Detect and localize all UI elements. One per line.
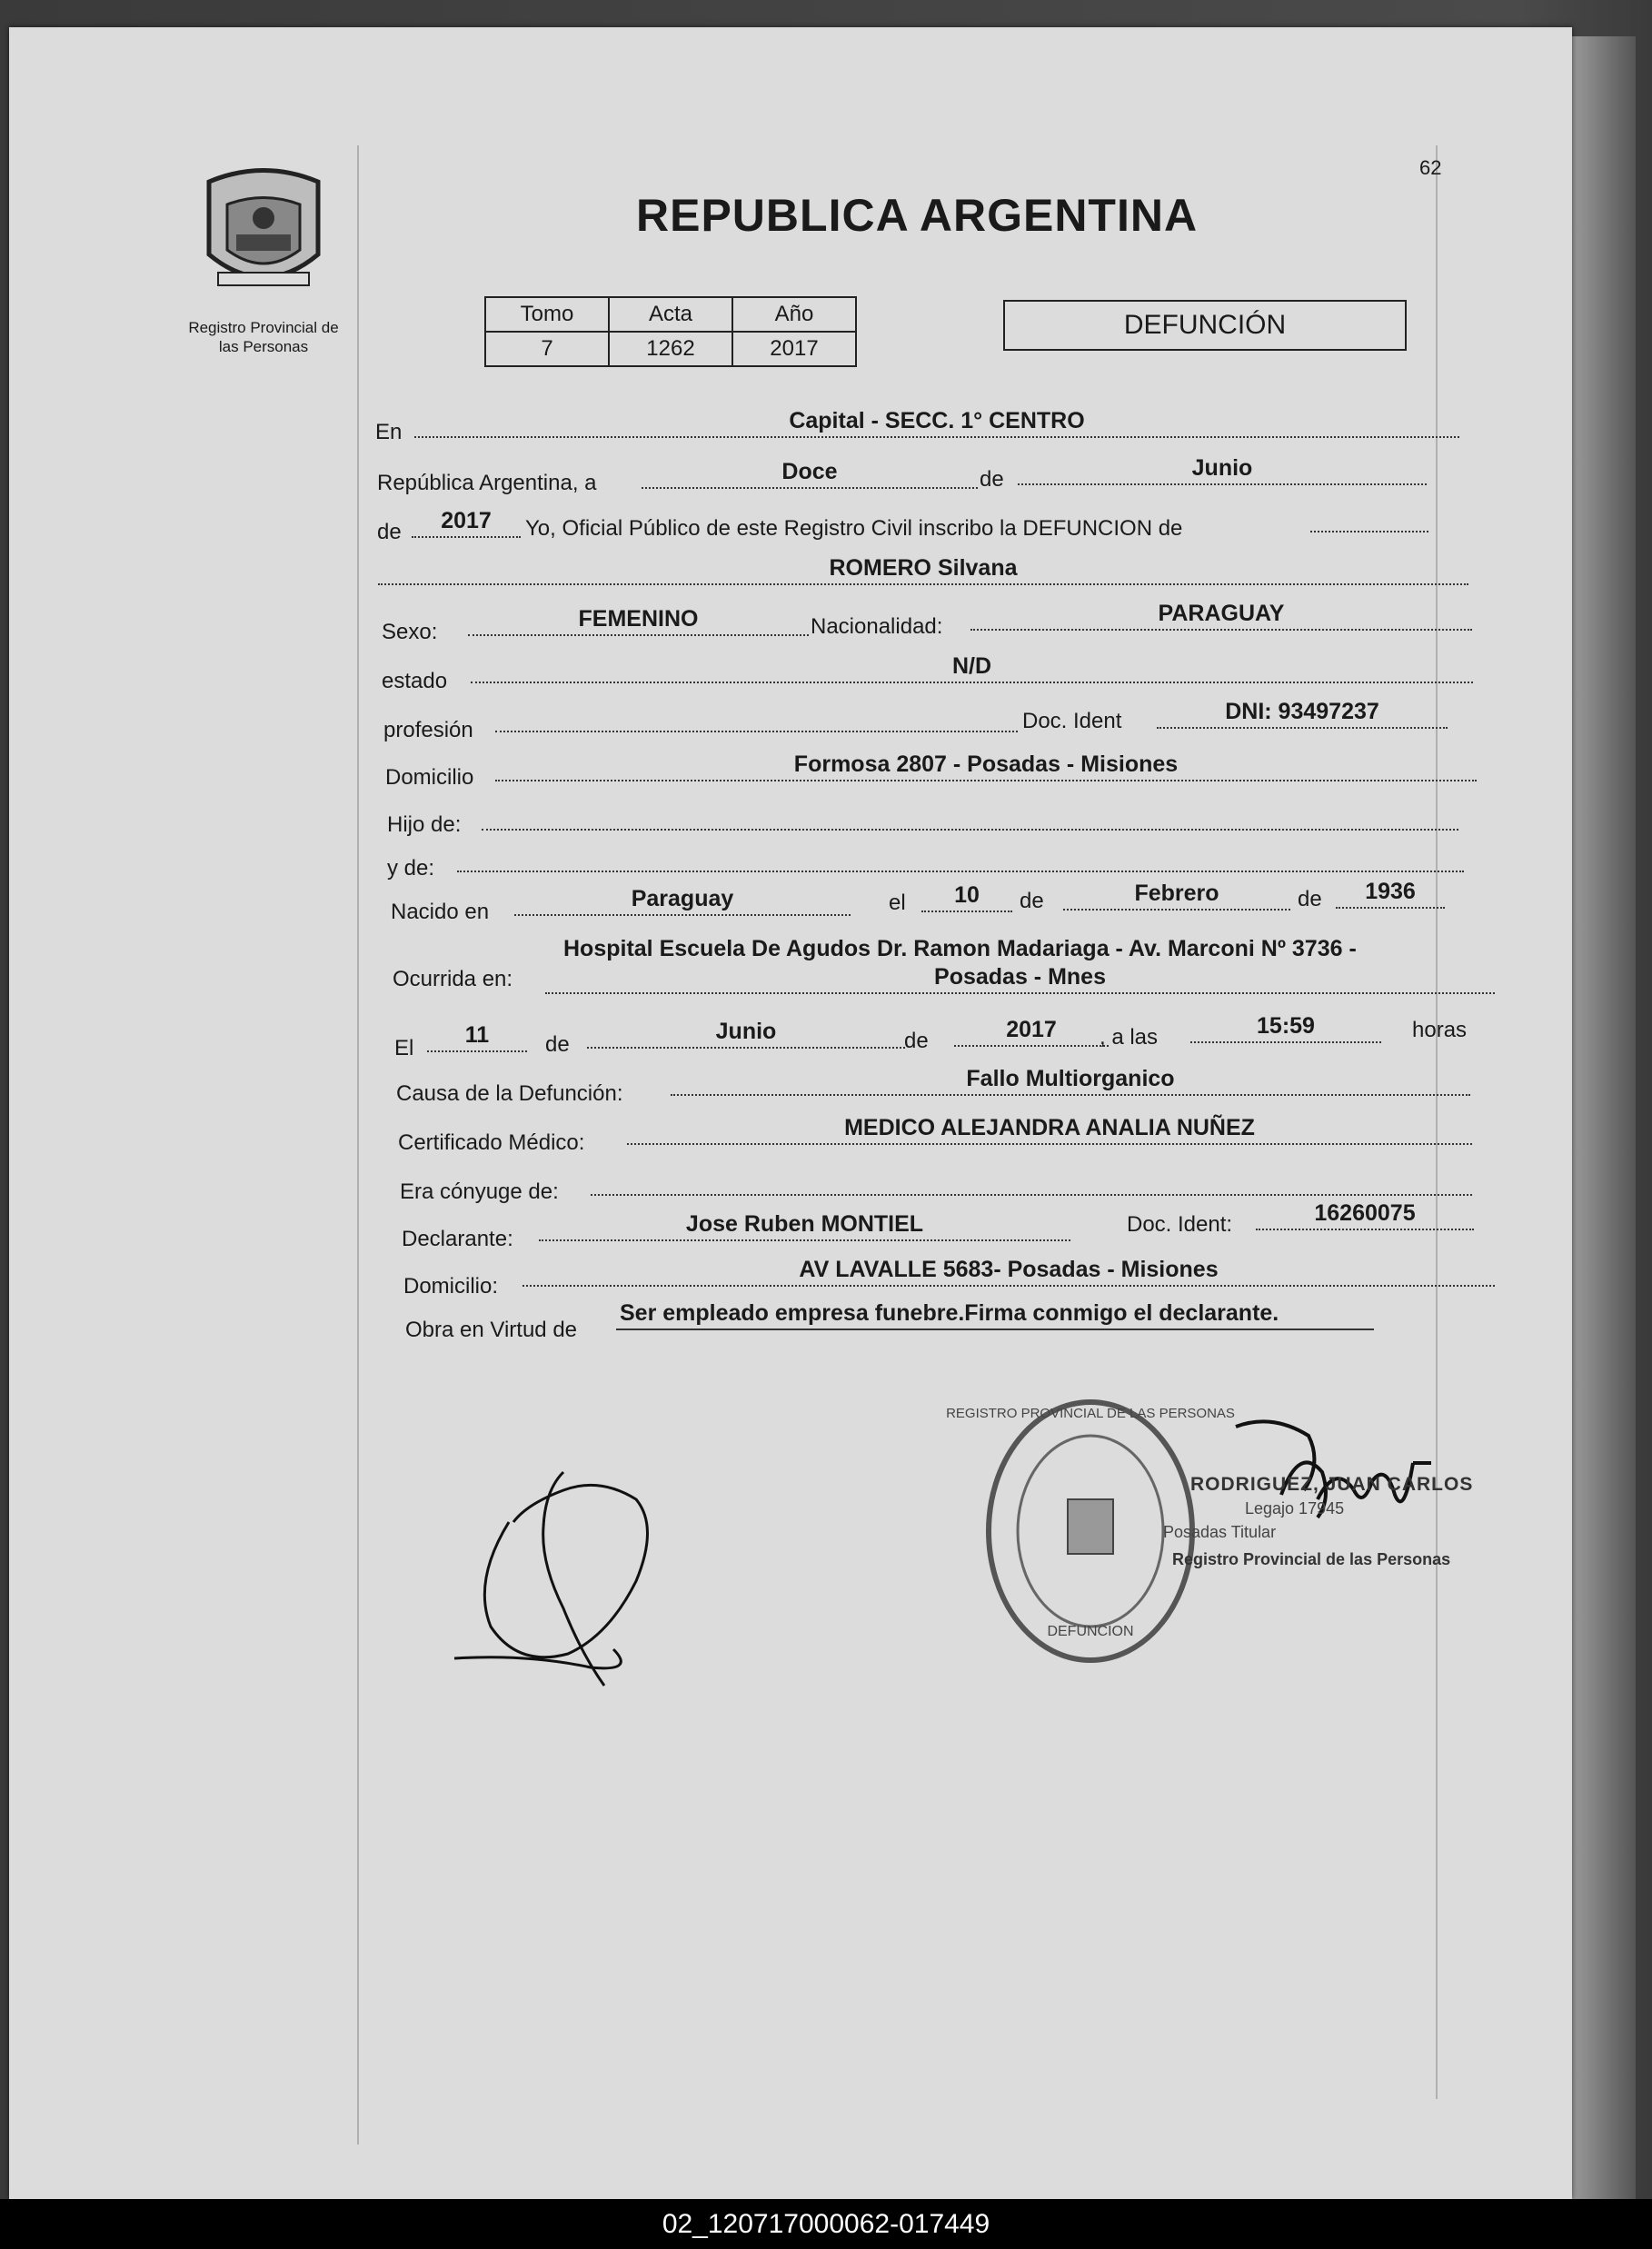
- label-el-fecha: El: [394, 1036, 414, 1060]
- field-nac-mes: Febrero: [1063, 880, 1290, 911]
- field-estado: N/D: [471, 652, 1473, 683]
- stamp-ring-text: REGISTRO PROVINCIAL DE LAS PERSONAS: [946, 1406, 1235, 1421]
- registry-header-tomo: Tomo: [485, 297, 609, 332]
- label-de-def-anio: de: [904, 1029, 929, 1053]
- field-nacionalidad: PARAGUAY: [970, 600, 1472, 631]
- label-estado: estado: [382, 669, 448, 693]
- field-oficial-tail: [1310, 502, 1428, 532]
- field-causa: Fallo Multiorganico: [671, 1065, 1470, 1096]
- label-en: En: [375, 420, 403, 444]
- registry-value-anio: 2017: [732, 332, 856, 366]
- seal-caption: [164, 318, 363, 356]
- label-horas: horas: [1412, 1018, 1468, 1042]
- field-nac-dia: 10: [921, 881, 1012, 912]
- scan-footer-id: 02_120717000062-017449: [0, 2199, 1652, 2249]
- officer-name: RODRIGUEZ, JUAN CARLOS: [1190, 1474, 1474, 1495]
- page-number: 62: [1419, 156, 1442, 179]
- label-domicilio: Domicilio: [385, 765, 474, 790]
- page-stack-edge: [1572, 36, 1636, 2199]
- label-a-las: , a las: [1100, 1025, 1159, 1050]
- label-de-nac-mes: de: [1020, 889, 1044, 913]
- field-domicilio: Formosa 2807 - Posadas - Misiones: [495, 751, 1477, 781]
- field-anio: 2017: [412, 507, 521, 538]
- registry-value-tomo: 7: [485, 332, 609, 366]
- label-sexo: Sexo:: [382, 620, 438, 644]
- field-def-mes: Junio: [587, 1018, 905, 1049]
- field-doc-ident: DNI: 93497237: [1157, 698, 1448, 729]
- field-def-hora: 15:59: [1190, 1012, 1381, 1043]
- officer-role: Posadas Titular: [1163, 1523, 1277, 1541]
- label-conyuge: Era cónyuge de:: [400, 1179, 559, 1204]
- label-declarante: Declarante:: [402, 1227, 513, 1251]
- label-obra: Obra en Virtud de: [405, 1318, 578, 1342]
- field-lugar: Capital - SECC. 1° CENTRO: [414, 407, 1459, 438]
- officer-legajo: Legajo 17945: [1245, 1499, 1345, 1518]
- label-domicilio-declarante: Domicilio:: [403, 1274, 499, 1299]
- label-el: el: [889, 891, 906, 915]
- document-title: REPUBLICA ARGENTINA: [636, 190, 1199, 241]
- registry-table: [484, 296, 857, 367]
- field-declarante: Jose Ruben MONTIEL: [539, 1210, 1070, 1241]
- label-de-anio: de: [377, 520, 402, 544]
- record-type-box: DEFUNCIÓN: [1003, 300, 1407, 351]
- field-def-dia: 11: [427, 1021, 527, 1052]
- stamp-center-text: DEFUNCION: [1047, 1624, 1134, 1639]
- label-de-nac-anio: de: [1298, 887, 1322, 911]
- label-de-def-mes: de: [545, 1032, 570, 1057]
- field-nacido-en: Paraguay: [514, 885, 851, 916]
- field-def-anio: 2017: [954, 1016, 1109, 1047]
- officer-org: Registro Provincial de las Personas: [1172, 1550, 1451, 1568]
- label-oficial: Yo, Oficial Público de este Registro Civil inscribo la DEFUNCION de: [525, 516, 1183, 541]
- field-certificado: MEDICO ALEJANDRA ANALIA NUÑEZ: [627, 1114, 1472, 1145]
- label-hijo-de: Hijo de:: [387, 812, 462, 837]
- seal-caption-line-1: Registro Provincial de: [188, 319, 339, 336]
- field-hijo-de: [482, 800, 1458, 831]
- registry-header-anio: Año: [732, 297, 856, 332]
- certificate-page: [9, 27, 1572, 2199]
- field-dia-letras: Doce: [642, 458, 978, 489]
- field-y-de: [457, 841, 1464, 872]
- field-declarante-doc: 16260075: [1256, 1199, 1474, 1230]
- field-nombre: ROMERO Silvana: [378, 554, 1468, 585]
- field-profesion: [495, 702, 1018, 732]
- registry-value-acta: 1262: [609, 332, 732, 366]
- label-profesion: profesión: [383, 718, 473, 742]
- field-obra: Ser empleado empresa funebre.Firma conmigo el declarante.: [616, 1299, 1374, 1330]
- label-doc-ident: Doc. Ident: [1022, 709, 1122, 733]
- field-sexo: FEMENINO: [468, 605, 809, 636]
- margin-line-left: [357, 145, 359, 2145]
- registry-header-acta: Acta: [609, 297, 732, 332]
- province-seal-icon: [191, 164, 336, 300]
- declarant-signature: [454, 1472, 709, 1690]
- field-nac-anio: 1936: [1336, 878, 1445, 909]
- label-doc-ident-declarante: Doc. Ident:: [1127, 1212, 1233, 1237]
- label-republica: República Argentina, a: [377, 471, 597, 495]
- label-de-mes: de: [980, 467, 1004, 492]
- field-ocurrida-line-1: Hospital Escuela De Agudos Dr. Ramon Madariaga - Av. Marconi Nº 3736 -: [563, 936, 1357, 961]
- label-ocurrida-en: Ocurrida en:: [393, 967, 513, 991]
- field-conyuge: [591, 1165, 1472, 1196]
- label-causa: Causa de la Defunción:: [396, 1081, 623, 1106]
- field-ocurrida-line-2: Posadas - Mnes: [545, 963, 1495, 994]
- field-mes: Junio: [1018, 454, 1427, 485]
- label-y-de: y de:: [387, 856, 435, 881]
- label-nacionalidad: Nacionalidad:: [811, 614, 943, 639]
- field-declarante-domicilio: AV LAVALLE 5683- Posadas - Misiones: [522, 1256, 1495, 1287]
- label-nacido-en: Nacido en: [391, 900, 490, 924]
- seal-caption-line-2: las Personas: [218, 338, 309, 355]
- label-certificado: Certificado Médico:: [398, 1130, 585, 1155]
